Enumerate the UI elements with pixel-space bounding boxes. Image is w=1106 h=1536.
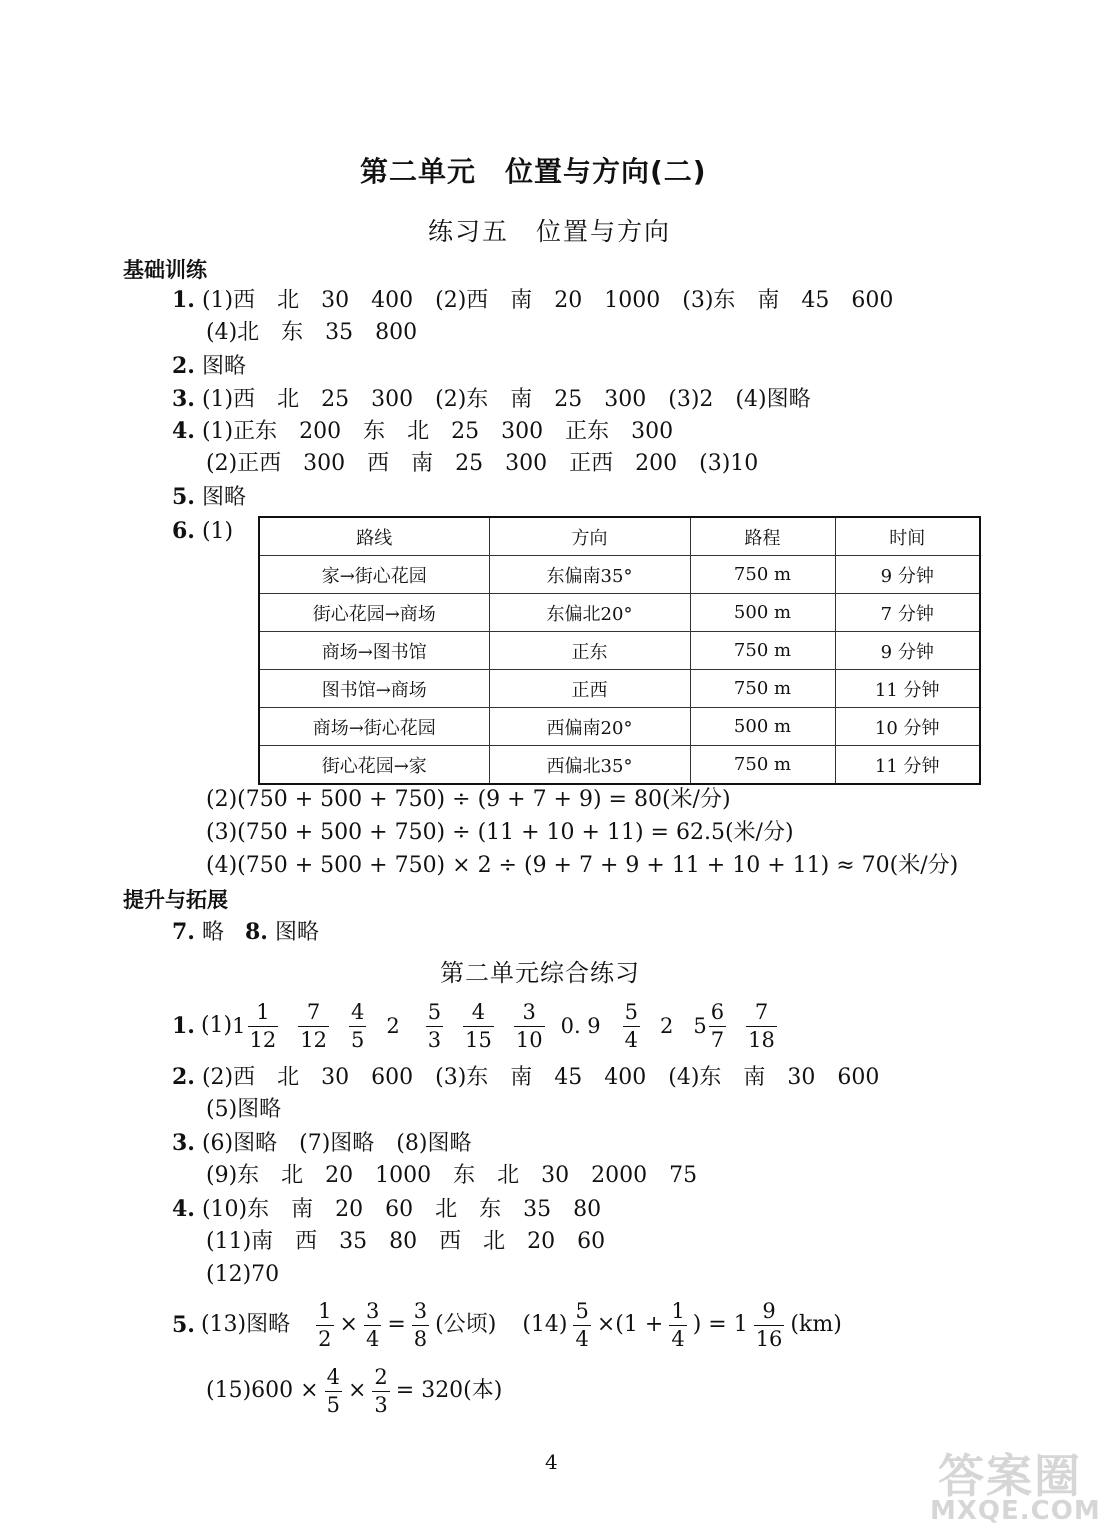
mixed-whole: 5 [693,1014,707,1038]
answer-line: (1)正东 200 东 北 25 300 正东 300 [201,419,674,444]
unit: (km) [790,1312,842,1337]
fraction [463,999,494,1052]
answer-line: (6)图略 (7)图略 (8)图略 [201,1131,472,1156]
fraction [298,999,329,1052]
section-header-extend: 提升与拓展 [123,888,228,912]
page-title: 第二单元 位置与方向(二) [360,155,707,188]
table-row [259,670,980,708]
value: 2 [660,1014,674,1038]
operator: × [347,1378,367,1403]
page-number: 4 [545,1450,558,1474]
question-3 [172,384,811,415]
answer-line: (9)东 北 20 1000 东 北 30 2000 75 [206,1163,698,1188]
review-question-2 [172,1062,879,1093]
question-number: 1. [172,287,195,313]
denominator: 5 [350,1027,365,1052]
route-table [258,516,981,785]
answer-line: (2)(750 + 500 + 750) ÷ (9 + 7 + 9) = 80(米/分) [206,787,731,812]
question-number: 1. [172,1013,195,1039]
value: 0. 9 [560,1014,601,1038]
table-row [259,746,980,785]
denominator: 4 [575,1326,589,1351]
question-number: 7. [172,919,195,945]
fraction [426,999,443,1052]
numerator: 4 [350,999,365,1024]
denominator: 5 [326,1392,340,1417]
table-cell: 500 m [690,594,835,632]
fraction [573,1298,590,1351]
fraction [514,999,545,1052]
unit: (公顷) [435,1312,497,1337]
numerator: 4 [471,999,486,1024]
fraction [709,999,726,1052]
fraction [754,1298,785,1351]
question-number: 2. [172,1064,195,1090]
table-cell: 家→街心花园 [259,556,489,594]
table-cell: 9 分钟 [835,556,980,594]
question-7-8 [172,917,319,948]
table-cell: 正西 [489,670,690,708]
question-5 [172,482,246,513]
answer-line: 图略 [201,485,246,510]
question-number: 2. [172,353,195,379]
table-cell: 10 分钟 [835,708,980,746]
table-cell: 500 m [690,708,835,746]
denominator: 12 [249,1027,277,1052]
column-header: 方向 [489,517,690,556]
fraction [364,1298,381,1351]
fraction [349,999,366,1052]
column-header: 路程 [690,517,835,556]
question-number: 4. [172,418,195,444]
table-cell: 商场→街心花园 [259,708,489,746]
numerator: 4 [326,1364,340,1389]
fraction [372,1364,389,1417]
numerator: 1 [671,1298,685,1323]
denominator: 3 [374,1392,388,1417]
denominator: 8 [413,1326,428,1351]
denominator: 18 [748,1027,775,1052]
question-2 [172,351,246,382]
review-question-5 [172,1296,842,1354]
answer-line: (1)西 北 25 300 (2)东 南 25 300 (3)2 (4)图略 [201,387,811,412]
part-text: (13)图略 [200,1312,291,1337]
operator: × [339,1312,358,1337]
question-number: 5. [172,1312,195,1338]
table-cell: 西偏北35° [489,746,690,785]
expression-text: (15)600 × [206,1378,319,1403]
table-cell: 图书馆→商场 [259,670,489,708]
column-header: 路线 [259,517,489,556]
question-number: 3. [172,1130,195,1156]
part-label: (14) [522,1312,568,1337]
answer-line: (4)北 东 35 800 [206,320,418,345]
numerator: 5 [624,999,639,1024]
answer-line: (5)图略 [206,1097,282,1122]
answer-line: 图略 [201,354,246,379]
value: 2 [386,1014,400,1038]
table-cell: 商场→图书馆 [259,632,489,670]
table-cell: 9 分钟 [835,632,980,670]
denominator: 4 [624,1027,639,1052]
table-cell: 750 m [690,670,835,708]
review-question-5-part-15 [206,1362,502,1420]
numerator: 1 [256,999,270,1024]
table-cell: 11 分钟 [835,670,980,708]
fraction [316,1298,333,1351]
part-label: (1) [200,1013,233,1038]
question-number: 5. [172,484,195,510]
answer-line: (2)西 北 30 600 (3)东 南 45 400 (4)东 南 30 600 [201,1065,880,1090]
denominator: 4 [365,1326,380,1351]
denominator: 3 [427,1027,442,1052]
question-number: 6. [172,518,195,544]
mixed-whole: 1 [232,1014,246,1038]
question-6 [172,516,233,547]
numerator: 5 [427,999,442,1024]
section-header-basic: 基础训练 [123,258,207,282]
denominator: 7 [710,1027,725,1052]
answer-line: (4)(750 + 500 + 750) × 2 ÷ (9 + 7 + 9 + 11 + 10 + 11) ≈ 70(米/分) [206,853,959,878]
numerator: 3 [413,1298,428,1323]
denominator: 4 [671,1326,685,1351]
numerator: 6 [710,999,725,1024]
part-label: (1) [201,519,234,544]
table-cell: 东偏北20° [489,594,690,632]
question-number: 8. [244,919,268,945]
review-question-4 [172,1194,601,1225]
exercise-title: 练习五 位置与方向 [428,217,672,246]
numerator: 3 [365,1298,380,1323]
denominator: 2 [318,1326,332,1351]
expression-text: ×(1 + [596,1312,664,1337]
answer-line: (10)东 南 20 60 北 东 35 80 [201,1197,602,1222]
review-question-1 [172,998,783,1054]
fraction [248,999,279,1052]
numerator: 2 [374,1364,388,1389]
numerator: 9 [762,1298,776,1323]
fraction [623,999,640,1052]
table-cell: 东偏南35° [489,556,690,594]
review-title: 第二单元综合练习 [440,959,640,987]
question-number: 4. [172,1196,195,1222]
answer-line: (2)正西 300 西 南 25 300 正西 200 (3)10 [206,451,759,476]
answer-line: (12)70 [206,1262,280,1287]
watermark-site: MXQE.COM [930,1496,1101,1526]
fraction [669,1298,686,1351]
answer-text: 略 [201,920,224,945]
table-row [259,556,980,594]
numerator: 3 [522,999,536,1024]
fraction [325,1364,342,1417]
denominator: 10 [515,1027,543,1052]
column-header: 时间 [835,517,980,556]
operator: = [387,1312,406,1337]
denominator: 15 [465,1027,492,1052]
numerator: 1 [318,1298,332,1323]
question-4 [172,416,673,447]
question-1 [172,285,893,316]
denominator: 16 [755,1326,783,1351]
answer-line: (11)南 西 35 80 西 北 20 60 [206,1229,606,1254]
table-cell: 11 分钟 [835,746,980,785]
fraction [412,1298,429,1351]
table-cell: 750 m [690,632,835,670]
review-question-3 [172,1128,471,1159]
numerator: 7 [306,999,321,1024]
table-header-row [259,517,980,556]
answer-text: 图略 [274,920,319,945]
fraction [746,999,777,1052]
table-cell: 7 分钟 [835,594,980,632]
expression-text: = 320(本) [395,1378,503,1403]
numerator: 5 [575,1298,589,1323]
expression-text: ) = 1 [692,1312,748,1337]
table-row [259,594,980,632]
answer-line: (3)(750 + 500 + 750) ÷ (11 + 10 + 11) = 62.5(米/分) [206,820,794,845]
table-cell: 街心花园→家 [259,746,489,785]
table-cell: 750 m [690,746,835,785]
denominator: 12 [300,1027,327,1052]
table-cell: 西偏南20° [489,708,690,746]
table-row [259,632,980,670]
table-cell: 正东 [489,632,690,670]
table-cell: 750 m [690,556,835,594]
table-row [259,708,980,746]
answer-line: (1)西 北 30 400 (2)西 南 20 1000 (3)东 南 45 600 [201,288,894,313]
table-cell: 街心花园→商场 [259,594,489,632]
numerator: 7 [754,999,769,1024]
question-number: 3. [172,386,195,412]
watermark-logo: 答案圈 [938,1449,1082,1503]
